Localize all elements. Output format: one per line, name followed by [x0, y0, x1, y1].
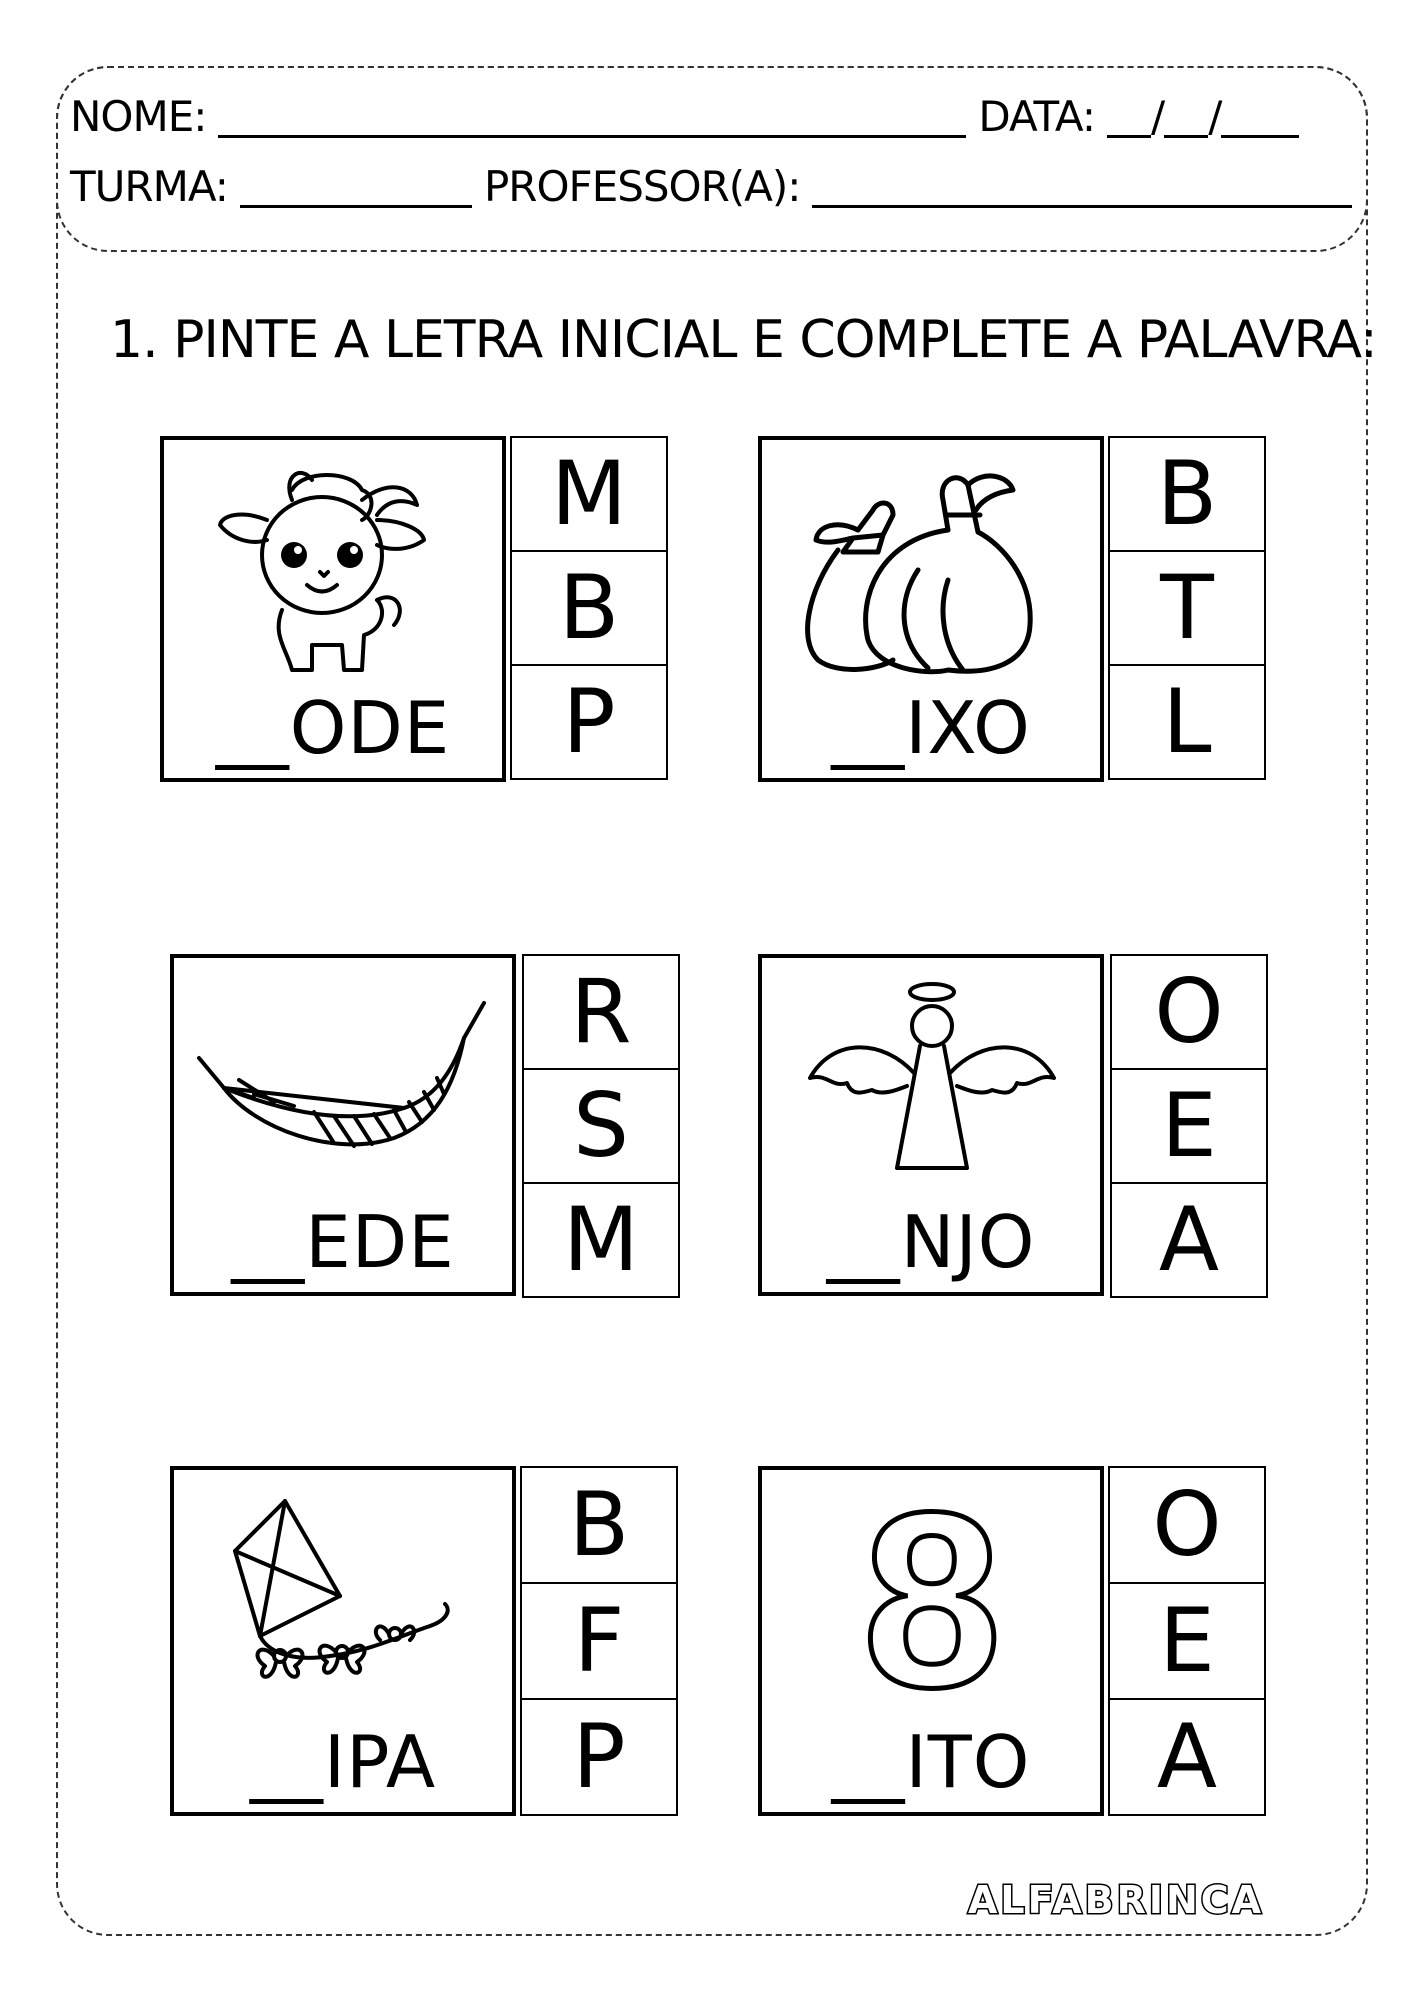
letter-option[interactable]: P: [520, 1698, 678, 1816]
number-eight-text: 8: [862, 1486, 1002, 1706]
date-day-field[interactable]: [1107, 97, 1151, 138]
date-label: DATA:: [978, 92, 1096, 141]
letter-option[interactable]: E: [1108, 1582, 1266, 1700]
brand-logo: ALFABRINCA: [968, 1878, 1265, 1922]
teacher-field[interactable]: [812, 167, 1352, 208]
letter-option[interactable]: M: [510, 436, 668, 552]
number-eight-icon: [842, 1486, 1022, 1706]
letter-option[interactable]: A: [1110, 1182, 1268, 1298]
garbage-bags-icon: [798, 460, 1058, 680]
picture-box: [170, 1466, 516, 1816]
letter-option[interactable]: E: [1110, 1068, 1268, 1184]
letter-option[interactable]: F: [520, 1582, 678, 1700]
name-field[interactable]: [218, 97, 966, 138]
date-year-field[interactable]: [1221, 97, 1299, 138]
letter-option[interactable]: B: [520, 1466, 678, 1584]
instruction: 1. PINTE A LETRA INICIAL E COMPLETE A PALAVRA:: [110, 310, 1377, 370]
name-label: NOME:: [70, 92, 207, 141]
incomplete-word: __EDE: [231, 1200, 455, 1284]
letter-option[interactable]: P: [510, 664, 668, 780]
date-slash: /: [1151, 92, 1165, 141]
letter-option[interactable]: R: [522, 954, 680, 1070]
header-row-class: [70, 162, 1364, 211]
teacher-label: PROFESSOR(A):: [483, 162, 801, 211]
header-box: [56, 66, 1368, 252]
angel-icon: [802, 978, 1062, 1188]
goat-icon: [212, 460, 452, 680]
incomplete-word: __IXO: [831, 686, 1031, 770]
hammock-icon: [194, 998, 504, 1168]
incomplete-word: __IPA: [249, 1720, 437, 1804]
picture-box: [160, 436, 506, 782]
incomplete-word: __ODE: [215, 686, 451, 770]
letter-option[interactable]: B: [1108, 436, 1266, 552]
letter-option[interactable]: O: [1108, 1466, 1266, 1584]
letter-option[interactable]: M: [522, 1182, 680, 1298]
incomplete-word: __ITO: [831, 1720, 1031, 1804]
kite-icon: [230, 1496, 470, 1696]
date-month-field[interactable]: [1164, 97, 1208, 138]
letter-option[interactable]: S: [522, 1068, 680, 1184]
letter-option[interactable]: A: [1108, 1698, 1266, 1816]
date-slash: /: [1208, 92, 1222, 141]
letter-option[interactable]: B: [510, 550, 668, 666]
picture-box: [758, 436, 1104, 782]
class-label: TURMA:: [70, 162, 228, 211]
letter-option[interactable]: L: [1108, 664, 1266, 780]
picture-box: [758, 954, 1104, 1296]
class-field[interactable]: [240, 167, 472, 208]
header-row-name: [70, 92, 1299, 141]
letter-option[interactable]: O: [1110, 954, 1268, 1070]
incomplete-word: __NJO: [826, 1200, 1036, 1284]
letter-option[interactable]: T: [1108, 550, 1266, 666]
picture-box: [170, 954, 516, 1296]
picture-box: [758, 1466, 1104, 1816]
